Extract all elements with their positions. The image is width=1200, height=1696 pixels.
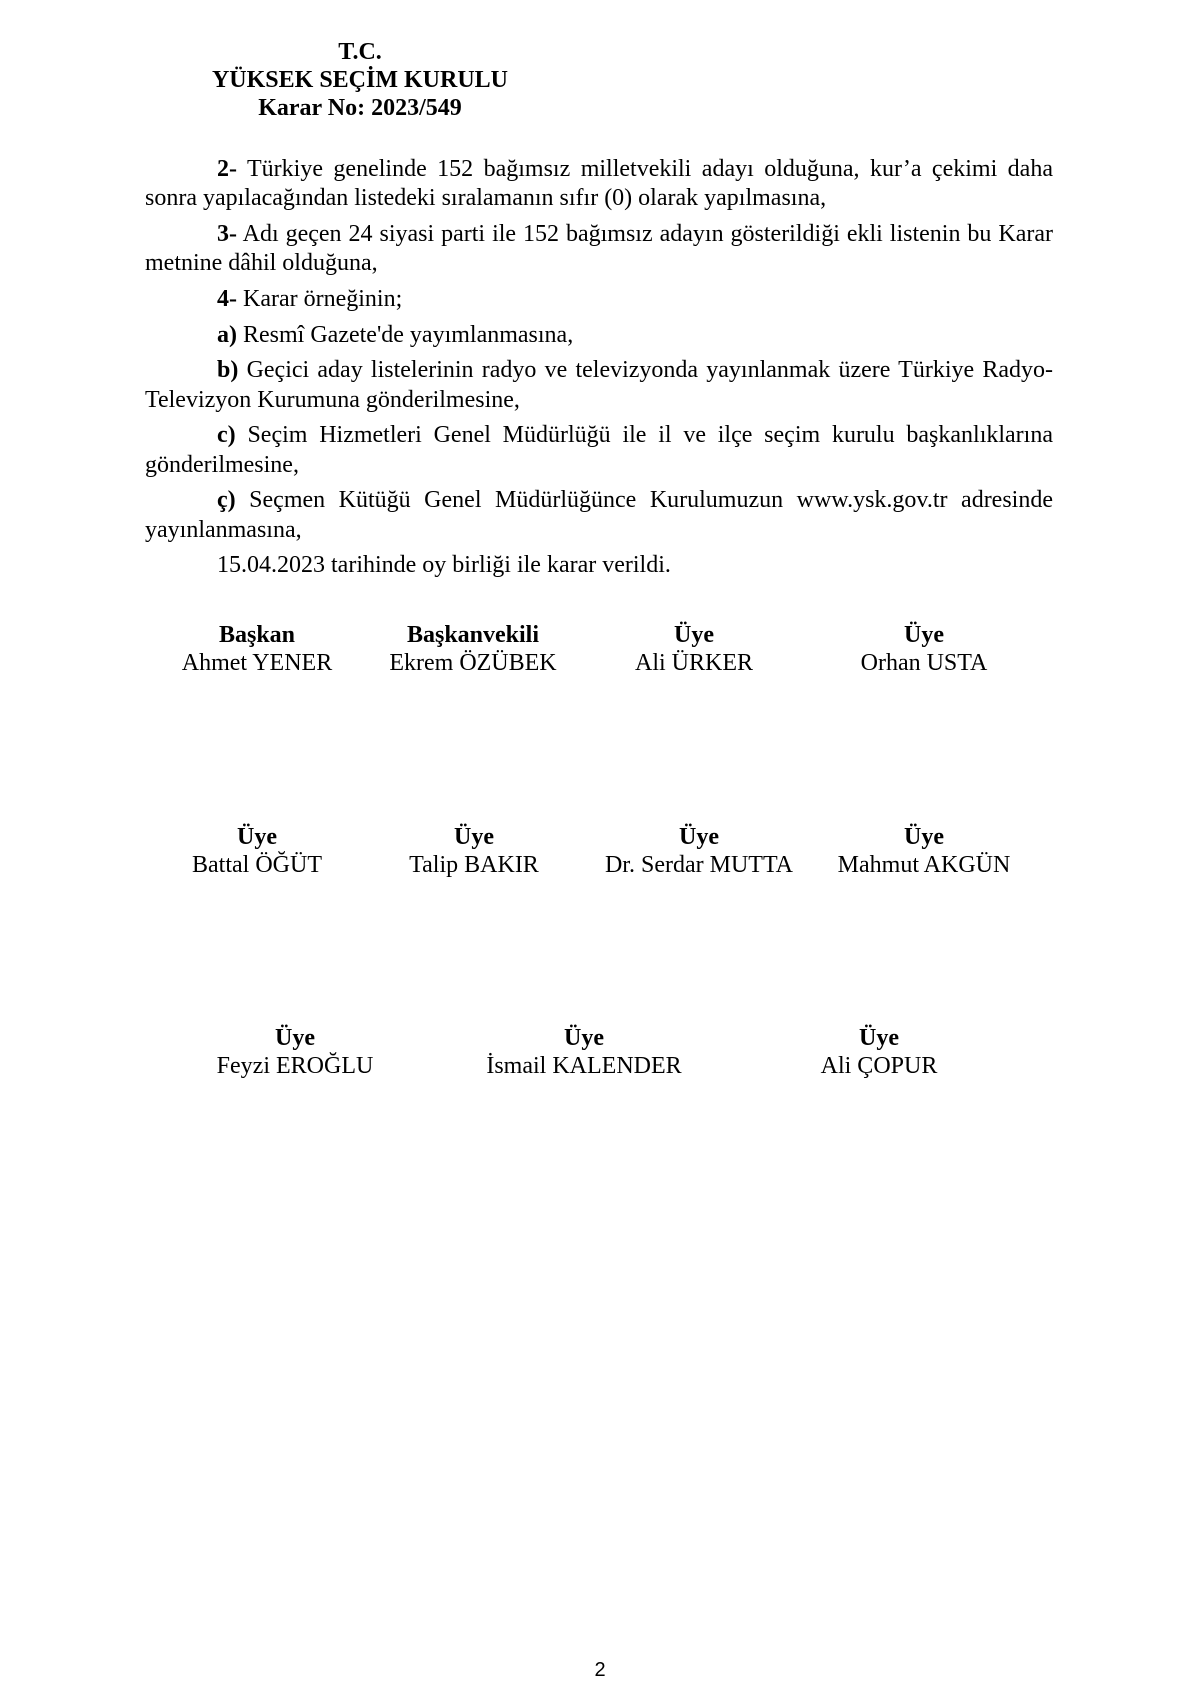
item-label: b) <box>217 357 239 384</box>
signature-name: Battal ÖĞÜT <box>192 852 322 878</box>
decision-item <box>145 285 1053 314</box>
closing-text: 15.04.2023 tarihinde oy birliği ile karar verildi. <box>217 552 671 579</box>
item-label: 2- <box>217 156 237 182</box>
header-republic: T.C. <box>338 39 382 65</box>
item-label: a) <box>217 321 237 348</box>
item-label: c) <box>217 422 236 449</box>
item-text: Geçici aday listelerinin radyo ve televizyonda yayınlanmak üzere Türkiye Radyo-Televizyon Kurumuna gönderilmesine, <box>145 357 1054 413</box>
signature-name: Orhan USTA <box>860 650 988 676</box>
signature-block <box>814 823 1034 879</box>
signature-title: Üye <box>454 824 494 850</box>
item-text: Adı geçen 24 siyasi parti ile 152 bağımsız adayın gösterildiği ekli listenin bu Karar metnine dâhil olduğuna, <box>145 220 1053 277</box>
signature-title: Üye <box>674 622 714 648</box>
decision-item <box>145 220 1053 279</box>
decision-subitem <box>145 421 1053 480</box>
signature-block <box>185 1024 405 1080</box>
item-text: Seçmen Kütüğü Genel Müdürlüğünce Kurulumuzun www.ysk.gov.tr adresinde yayınlanmasına, <box>145 487 1053 543</box>
item-label: ç) <box>217 487 236 514</box>
signature-name: Dr. Serdar MUTTA <box>604 852 794 878</box>
signature-title: Üye <box>275 1025 315 1051</box>
decision-subitem <box>145 486 1053 545</box>
item-text: Resmî Gazete'de yayımlanmasına, <box>243 321 574 348</box>
signature-title: Üye <box>904 824 944 850</box>
signature-block <box>363 621 583 677</box>
item-label: 3- <box>217 220 237 247</box>
signature-name: Talip BAKIR <box>409 852 539 878</box>
decision-closing <box>145 551 1053 580</box>
signature-name: Mahmut AKGÜN <box>837 852 1011 878</box>
decision-subitem <box>145 321 1053 350</box>
page-number: 2 <box>594 1659 606 1681</box>
signature-name: Ali ÇOPUR <box>820 1053 938 1079</box>
signature-name: Ekrem ÖZÜBEK <box>389 650 557 676</box>
decision-subitem <box>145 356 1053 415</box>
signature-block <box>474 1024 694 1080</box>
signature-block <box>814 621 1034 677</box>
signature-block <box>589 823 809 879</box>
signature-name: Ahmet YENER <box>181 650 333 676</box>
signature-title: Üye <box>904 622 944 648</box>
signature-title: Üye <box>859 1025 899 1051</box>
signature-title: Başkanvekili <box>406 622 540 648</box>
signature-block <box>364 823 584 879</box>
item-text: Karar örneğinin; <box>243 285 403 312</box>
item-text: Seçim Hizmetleri Genel Müdürlüğü ile il ve ilçe seçim kurulu başkanlıklarına gönderilmesine, <box>145 422 1053 478</box>
signature-name: Feyzi EROĞLU <box>216 1053 374 1079</box>
item-label: 4- <box>217 285 237 312</box>
signature-name: İsmail KALENDER <box>486 1053 682 1079</box>
signature-name: Ali ÜRKER <box>634 650 753 676</box>
document-header <box>145 38 575 122</box>
header-decision-number: Karar No: 2023/549 <box>258 95 462 121</box>
decision-item <box>145 155 1053 214</box>
signature-title: Üye <box>237 824 277 850</box>
item-text: Türkiye genelinde 152 bağımsız milletvekili adayı olduğuna, kur’a çekimi daha sonra yapılacağından listedeki sıralamanın sıfır (0) olarak yapılmasına, <box>145 156 1053 212</box>
signature-title: Üye <box>679 824 719 850</box>
signature-title: Başkan <box>218 622 296 648</box>
decision-body <box>145 155 1053 587</box>
signature-block <box>584 621 804 677</box>
signature-block <box>147 823 367 879</box>
signature-block <box>147 621 367 677</box>
signature-title: Üye <box>564 1025 604 1051</box>
signature-block <box>769 1024 989 1080</box>
header-institution: YÜKSEK SEÇİM KURULU <box>211 67 509 93</box>
